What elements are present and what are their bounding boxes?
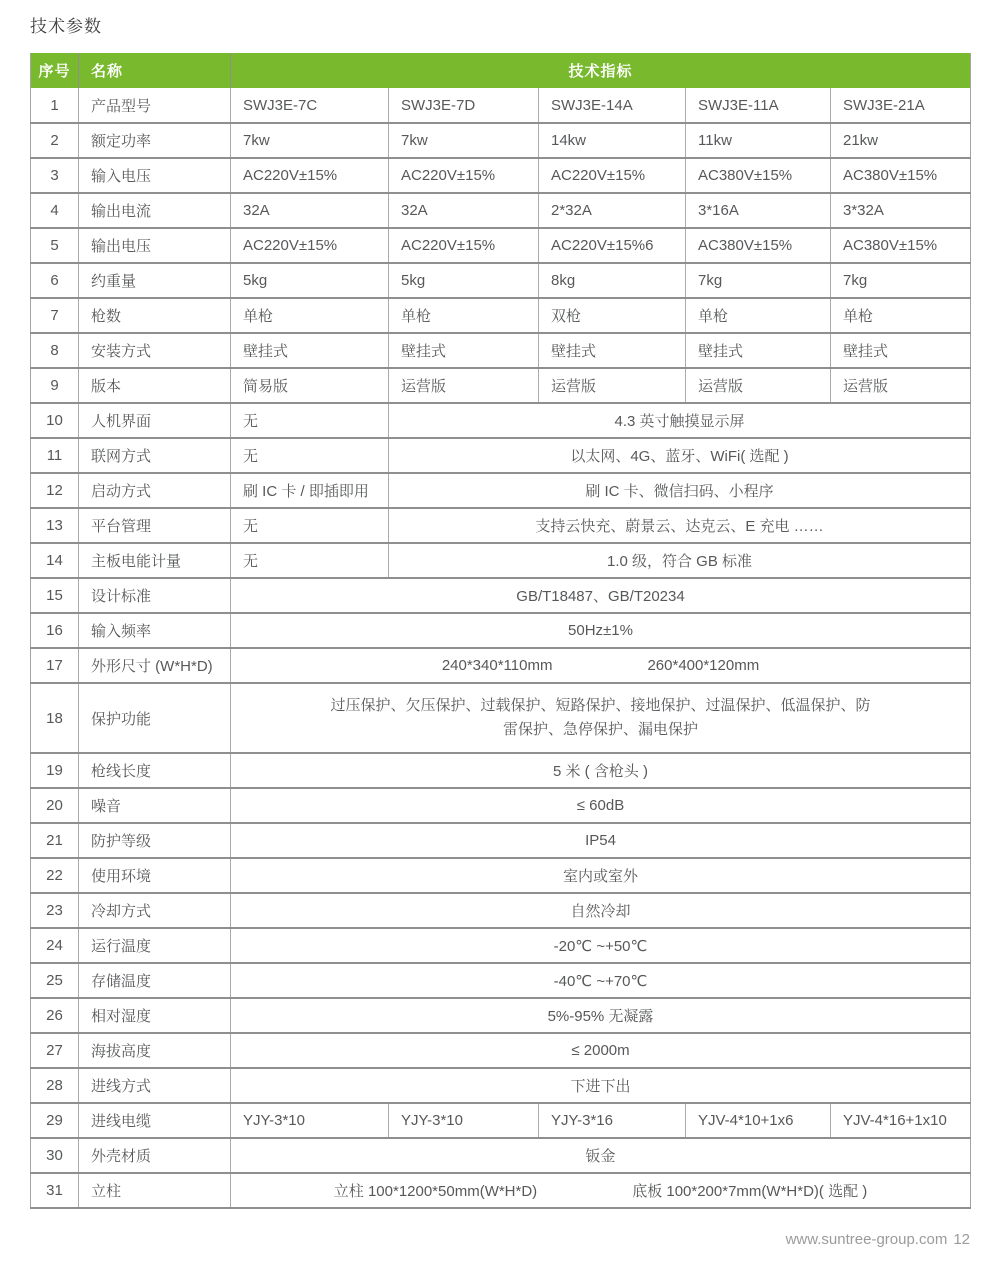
cell-merged-value: 钣金 bbox=[231, 1138, 971, 1173]
page-footer bbox=[30, 1231, 970, 1248]
cell-index: 13 bbox=[31, 508, 79, 543]
cell-index: 17 bbox=[31, 648, 79, 683]
cell-index: 8 bbox=[31, 333, 79, 368]
cell-merged-value: 以太网、4G、蓝牙、WiFi( 选配 ) bbox=[389, 438, 971, 473]
table-row bbox=[31, 928, 971, 963]
table-row bbox=[31, 403, 971, 438]
cell-value: 单枪 bbox=[231, 298, 389, 333]
spec-table bbox=[30, 53, 971, 1209]
cell-index: 3 bbox=[31, 158, 79, 193]
cell-value: 双枪 bbox=[539, 298, 686, 333]
cell-merged-value: GB/T18487、GB/T20234 bbox=[231, 578, 971, 613]
cell-index: 28 bbox=[31, 1068, 79, 1103]
cell-index: 27 bbox=[31, 1033, 79, 1068]
cell-value: 单枪 bbox=[389, 298, 539, 333]
table-row bbox=[31, 753, 971, 788]
cell-index: 29 bbox=[31, 1103, 79, 1138]
cell-value: AC380V±15% bbox=[831, 158, 971, 193]
table-row bbox=[31, 1068, 971, 1103]
cell-value: 壁挂式 bbox=[389, 333, 539, 368]
cell-index: 15 bbox=[31, 578, 79, 613]
cell-value: 运营版 bbox=[539, 368, 686, 403]
cell-index: 10 bbox=[31, 403, 79, 438]
page-number: 12 bbox=[953, 1231, 970, 1248]
cell-value: 21kw bbox=[831, 123, 971, 158]
cell-value: 32A bbox=[231, 193, 389, 228]
cell-value: YJY-3*10 bbox=[389, 1103, 539, 1138]
cell-merged-value: -40℃ ~+70℃ bbox=[231, 963, 971, 998]
cell-merged-value: 1.0 级，符合 GB 标准 bbox=[389, 543, 971, 578]
cell-value: SWJ3E-7C bbox=[231, 88, 389, 123]
cell-merged-value: -20℃ ~+50℃ bbox=[231, 928, 971, 963]
table-row bbox=[31, 1138, 971, 1173]
pair-text: 底板 100*200*7mm(W*H*D)( 选配 ) bbox=[632, 1183, 868, 1200]
table-row bbox=[31, 683, 971, 753]
cell-value: AC220V±15% bbox=[231, 228, 389, 263]
cell-merged-value: 5 米 ( 含枪头 ) bbox=[231, 753, 971, 788]
table-row bbox=[31, 858, 971, 893]
cell-merged-value: 自然冷却 bbox=[231, 893, 971, 928]
cell-index: 5 bbox=[31, 228, 79, 263]
cell-value: AC380V±15% bbox=[831, 228, 971, 263]
cell-name: 使用环境 bbox=[79, 858, 231, 893]
cell-index: 12 bbox=[31, 473, 79, 508]
cell-value: 运营版 bbox=[389, 368, 539, 403]
table-row bbox=[31, 823, 971, 858]
cell-index: 20 bbox=[31, 788, 79, 823]
cell-value: 刷 IC 卡 / 即插即用 bbox=[231, 473, 389, 508]
cell-name: 输出电流 bbox=[79, 193, 231, 228]
cell-merged-value: 4.3 英寸触摸显示屏 bbox=[389, 403, 971, 438]
cell-name: 版本 bbox=[79, 368, 231, 403]
cell-index: 19 bbox=[31, 753, 79, 788]
table-row bbox=[31, 158, 971, 193]
cell-name: 存储温度 bbox=[79, 963, 231, 998]
table-row bbox=[31, 1103, 971, 1138]
cell-index: 7 bbox=[31, 298, 79, 333]
cell-name: 主板电能计量 bbox=[79, 543, 231, 578]
page-title: 技术参数 bbox=[30, 17, 102, 36]
cell-value: 8kg bbox=[539, 263, 686, 298]
cell-name: 产品型号 bbox=[79, 88, 231, 123]
cell-value: 5kg bbox=[389, 263, 539, 298]
cell-value: 壁挂式 bbox=[686, 333, 831, 368]
cell-value: AC380V±15% bbox=[686, 158, 831, 193]
cell-value: 运营版 bbox=[686, 368, 831, 403]
pair-values bbox=[231, 657, 970, 674]
cell-index: 9 bbox=[31, 368, 79, 403]
cell-index: 23 bbox=[31, 893, 79, 928]
pair-text: 240*340*110mm bbox=[441, 657, 553, 674]
table-row bbox=[31, 263, 971, 298]
table-row bbox=[31, 473, 971, 508]
column-header-name: 名称 bbox=[79, 53, 231, 88]
table-row bbox=[31, 1173, 971, 1208]
cell-value: SWJ3E-14A bbox=[539, 88, 686, 123]
cell-merged-value: ≤ 2000m bbox=[231, 1033, 971, 1068]
cell-name: 冷却方式 bbox=[79, 893, 231, 928]
cell-value: YJV-4*10+1x6 bbox=[686, 1103, 831, 1138]
table-row bbox=[31, 1033, 971, 1068]
pair-text: 立柱 100*1200*50mm(W*H*D) bbox=[333, 1183, 538, 1200]
cell-value: YJY-3*16 bbox=[539, 1103, 686, 1138]
table-row bbox=[31, 648, 971, 683]
spec-table-body bbox=[31, 88, 971, 1208]
cell-name: 枪数 bbox=[79, 298, 231, 333]
cell-value: 14kw bbox=[539, 123, 686, 158]
cell-value: 7kw bbox=[389, 123, 539, 158]
cell-merged-value: ≤ 60dB bbox=[231, 788, 971, 823]
cell-name: 枪线长度 bbox=[79, 753, 231, 788]
table-row bbox=[31, 333, 971, 368]
table-row bbox=[31, 193, 971, 228]
table-row bbox=[31, 123, 971, 158]
cell-value: 无 bbox=[231, 508, 389, 543]
cell-name: 海拔高度 bbox=[79, 1033, 231, 1068]
cell-merged-value: IP54 bbox=[231, 823, 971, 858]
cell-name: 约重量 bbox=[79, 263, 231, 298]
cell-name: 启动方式 bbox=[79, 473, 231, 508]
cell-merged-value: 支持云快充、蔚景云、达克云、E 充电 …… bbox=[389, 508, 971, 543]
cell-name: 进线电缆 bbox=[79, 1103, 231, 1138]
table-row bbox=[31, 963, 971, 998]
table-header-row bbox=[31, 53, 971, 88]
cell-value: 3*16A bbox=[686, 193, 831, 228]
cell-index: 24 bbox=[31, 928, 79, 963]
table-row bbox=[31, 228, 971, 263]
cell-merged-pair bbox=[231, 648, 971, 683]
cell-value: YJV-4*16+1x10 bbox=[831, 1103, 971, 1138]
cell-index: 16 bbox=[31, 613, 79, 648]
cell-value: 单枪 bbox=[831, 298, 971, 333]
table-row bbox=[31, 88, 971, 123]
cell-merged-value: 刷 IC 卡、微信扫码、小程序 bbox=[389, 473, 971, 508]
cell-value: 无 bbox=[231, 543, 389, 578]
cell-index: 4 bbox=[31, 193, 79, 228]
cell-value: SWJ3E-11A bbox=[686, 88, 831, 123]
cell-value: 3*32A bbox=[831, 193, 971, 228]
cell-index: 18 bbox=[31, 683, 79, 753]
cell-name: 设计标准 bbox=[79, 578, 231, 613]
cell-index: 14 bbox=[31, 543, 79, 578]
cell-name: 外形尺寸 (W*H*D) bbox=[79, 648, 231, 683]
cell-value: AC220V±15% bbox=[389, 228, 539, 263]
cell-value: 11kw bbox=[686, 123, 831, 158]
cell-name: 额定功率 bbox=[79, 123, 231, 158]
cell-value: AC220V±15% bbox=[389, 158, 539, 193]
cell-index: 11 bbox=[31, 438, 79, 473]
table-row bbox=[31, 788, 971, 823]
cell-index: 31 bbox=[31, 1173, 79, 1208]
cell-value: YJY-3*10 bbox=[231, 1103, 389, 1138]
cell-index: 22 bbox=[31, 858, 79, 893]
table-row bbox=[31, 893, 971, 928]
cell-value: AC220V±15% bbox=[539, 158, 686, 193]
footer-url: www.suntree-group.com bbox=[785, 1231, 948, 1248]
cell-name: 进线方式 bbox=[79, 1068, 231, 1103]
cell-name: 联网方式 bbox=[79, 438, 231, 473]
cell-value: 7kw bbox=[231, 123, 389, 158]
cell-value: 无 bbox=[231, 438, 389, 473]
table-row bbox=[31, 543, 971, 578]
cell-name: 输出电压 bbox=[79, 228, 231, 263]
cell-name: 运行温度 bbox=[79, 928, 231, 963]
cell-value: 壁挂式 bbox=[539, 333, 686, 368]
cell-name: 外壳材质 bbox=[79, 1138, 231, 1173]
cell-merged-value: 5%-95% 无凝露 bbox=[231, 998, 971, 1033]
cell-name: 平台管理 bbox=[79, 508, 231, 543]
cell-name: 防护等级 bbox=[79, 823, 231, 858]
table-row bbox=[31, 578, 971, 613]
cell-index: 26 bbox=[31, 998, 79, 1033]
column-header-index: 序号 bbox=[31, 53, 79, 88]
cell-merged-value: 室内或室外 bbox=[231, 858, 971, 893]
cell-value: AC380V±15% bbox=[686, 228, 831, 263]
cell-value: 运营版 bbox=[831, 368, 971, 403]
cell-value: SWJ3E-7D bbox=[389, 88, 539, 123]
cell-value: 32A bbox=[389, 193, 539, 228]
cell-index: 30 bbox=[31, 1138, 79, 1173]
cell-merged-value: 下进下出 bbox=[231, 1068, 971, 1103]
table-row bbox=[31, 298, 971, 333]
cell-name: 相对湿度 bbox=[79, 998, 231, 1033]
cell-merged-pair bbox=[231, 1173, 971, 1208]
cell-name: 保护功能 bbox=[79, 683, 231, 753]
cell-name: 安装方式 bbox=[79, 333, 231, 368]
cell-value: AC220V±15%6 bbox=[539, 228, 686, 263]
table-row bbox=[31, 438, 971, 473]
table-row bbox=[31, 998, 971, 1033]
cell-value: 7kg bbox=[831, 263, 971, 298]
cell-value: 2*32A bbox=[539, 193, 686, 228]
cell-index: 21 bbox=[31, 823, 79, 858]
cell-index: 6 bbox=[31, 263, 79, 298]
pair-values bbox=[231, 1180, 970, 1201]
cell-index: 2 bbox=[31, 123, 79, 158]
cell-value: 壁挂式 bbox=[831, 333, 971, 368]
cell-merged-value: 过压保护、欠压保护、过载保护、短路保护、接地保护、过温保护、低温保护、防雷保护、急停保护、漏电保护 bbox=[231, 683, 971, 753]
cell-index: 25 bbox=[31, 963, 79, 998]
table-row bbox=[31, 368, 971, 403]
cell-value: 壁挂式 bbox=[231, 333, 389, 368]
cell-value: 5kg bbox=[231, 263, 389, 298]
pair-text: 260*400*120mm bbox=[647, 657, 760, 674]
cell-value: SWJ3E-21A bbox=[831, 88, 971, 123]
cell-name: 立柱 bbox=[79, 1173, 231, 1208]
table-row bbox=[31, 508, 971, 543]
cell-value: 无 bbox=[231, 403, 389, 438]
cell-name: 输入频率 bbox=[79, 613, 231, 648]
cell-merged-value: 50Hz±1% bbox=[231, 613, 971, 648]
cell-value: 单枪 bbox=[686, 298, 831, 333]
cell-name: 人机界面 bbox=[79, 403, 231, 438]
cell-name: 噪音 bbox=[79, 788, 231, 823]
table-row bbox=[31, 613, 971, 648]
cell-index: 1 bbox=[31, 88, 79, 123]
cell-value: 简易版 bbox=[231, 368, 389, 403]
cell-value: AC220V±15% bbox=[231, 158, 389, 193]
cell-value: 7kg bbox=[686, 263, 831, 298]
column-header-spec: 技术指标 bbox=[231, 53, 971, 88]
cell-name: 输入电压 bbox=[79, 158, 231, 193]
